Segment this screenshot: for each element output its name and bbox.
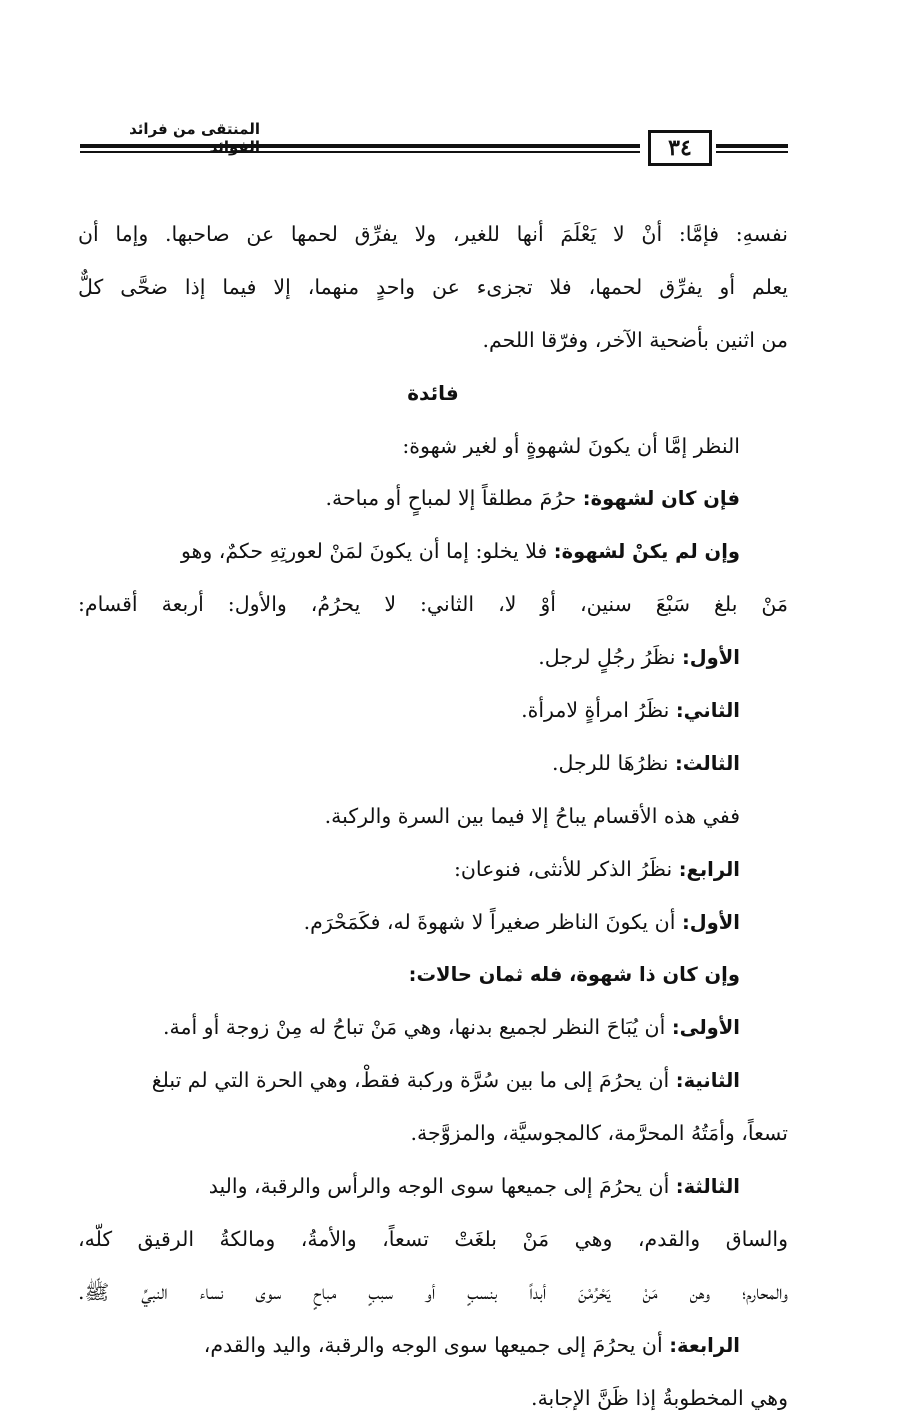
bold-lead: الرابعة:	[669, 1333, 740, 1357]
text-line: مَنْ بلغ سَبْعَ سنين، أوْ لا، الثاني: لا يحرُمُ، والأول: أربعة أقسام:	[78, 592, 788, 617]
text-line	[78, 525, 788, 578]
page-number: ٣٤	[648, 130, 712, 166]
line-text: أن يُبَاحَ النظر لجميع بدنها، وهي مَنْ تباحُ له مِنْ زوجة أو أمة.	[162, 1015, 666, 1040]
line-text: أن يحرُمَ إلى جميعها سوى الوجه والرقبة، واليد والقدم،	[203, 1332, 663, 1357]
text-line	[78, 472, 788, 525]
text-line: نفسهِ: فإمَّا: أنْ لا يَعْلَمَ أنها للغير، ولا يفرِّق لحمها عن صاحبها. وإما أن	[78, 222, 788, 246]
bold-lead: وإن كان ذا شهوة،	[568, 963, 740, 987]
line-text: نظَرُ رجُلٍ لرجل.	[538, 645, 676, 670]
text-line: وهي المخطوبةُ إذا ظَنَّ الإجابة.	[531, 1385, 788, 1410]
bold-lead: الرابع:	[678, 857, 740, 881]
text-line	[78, 1319, 788, 1372]
text-line: تسعاً، وأمَتُهُ المحرَّمة، كالمجوسيَّة، والمزوَّجة.	[410, 1121, 788, 1146]
text-line: يعلم أو يفرِّق لحمها، فلا تجزىء عن واحدٍ منهما، إلا فيما إذا ضحَّى كلٌّ	[78, 274, 788, 299]
text-line: والمحارم؛ وهن مَنْ يَحْرُمْنَ أبداً بنسبٍ أو سببٍ مباحٍ سوى نساء النبيِّ ﷺ.	[78, 1279, 788, 1304]
header-rule	[716, 144, 788, 148]
text-line	[78, 684, 788, 737]
line-text: نظَرُ امرأةٍ لامرأة.	[521, 698, 670, 723]
text-line: النظر إمَّا أن يكونَ لشهوةٍ أو لغير شهوة:	[402, 433, 740, 458]
text-line	[78, 843, 788, 896]
section-heading	[78, 367, 788, 420]
line-text: أن يحرُمَ إلى ما بين سُرَّة وركبة فقطْ، وهي الحرة التي لم تبلغ	[151, 1068, 670, 1093]
bold-lead: الثاني:	[675, 699, 740, 723]
line-text: فلا يخلو: إما أن يكونَ لمَنْ لعورتِهِ حكمٌ، وهو	[180, 539, 548, 564]
text-line: ففي هذه الأقسام يباحُ إلا فيما بين السرة والركبة.	[324, 803, 740, 828]
text-line: من اثنين بأضحية الآخر، وفرّقا اللحم.	[482, 327, 788, 352]
text-line	[78, 737, 788, 790]
bold-lead: فإن كان لشهوة:	[582, 487, 740, 511]
bold-lead: الثالث:	[674, 751, 740, 775]
bold-lead: وإن لم يكنْ لشهوة:	[553, 540, 740, 564]
line-text: أن يحرُمَ إلى جميعها سوى الوجه والرأس والرقبة، واليد	[208, 1174, 670, 1199]
bold-lead: الأولى:	[671, 1016, 740, 1040]
line-text: حرُمَ مطلقاً إلا لمباحٍ أو مباحة.	[325, 486, 577, 511]
bold-lead: الأول:	[681, 646, 740, 670]
bold-lead: الثالثة:	[675, 1175, 740, 1199]
bold-lead: الأول:	[681, 910, 740, 934]
text-line	[78, 1160, 788, 1213]
book-title: المنتقى من فرائد	[129, 120, 260, 138]
text-line	[78, 631, 788, 684]
running-header	[80, 118, 788, 170]
text-line	[78, 1001, 788, 1054]
heading-text: فائدة	[407, 380, 459, 405]
line-text: أن يكونَ الناظر صغيراً لا شهوةَ له، فكَمَحْرَم.	[303, 909, 676, 934]
text-line	[78, 948, 788, 1001]
line-text: نظَرُ الذكر للأنثى، فنوعان:	[453, 856, 673, 881]
header-rule	[80, 151, 640, 153]
text-line	[78, 1054, 788, 1107]
header-rule	[80, 144, 640, 148]
bold-lead: الثانية:	[675, 1069, 740, 1093]
text-line: والساق والقدم، وهي مَنْ بلغَتْ تسعاً، والأمةُ، ومالكةُ الرقيق كلّه،	[78, 1226, 788, 1251]
text-line	[78, 896, 788, 949]
line-text: نظرُهَا للرجل.	[551, 750, 669, 775]
header-rule	[716, 151, 788, 153]
bold-lead: فله ثمان حالات:	[408, 963, 563, 987]
page-body	[78, 208, 788, 1424]
